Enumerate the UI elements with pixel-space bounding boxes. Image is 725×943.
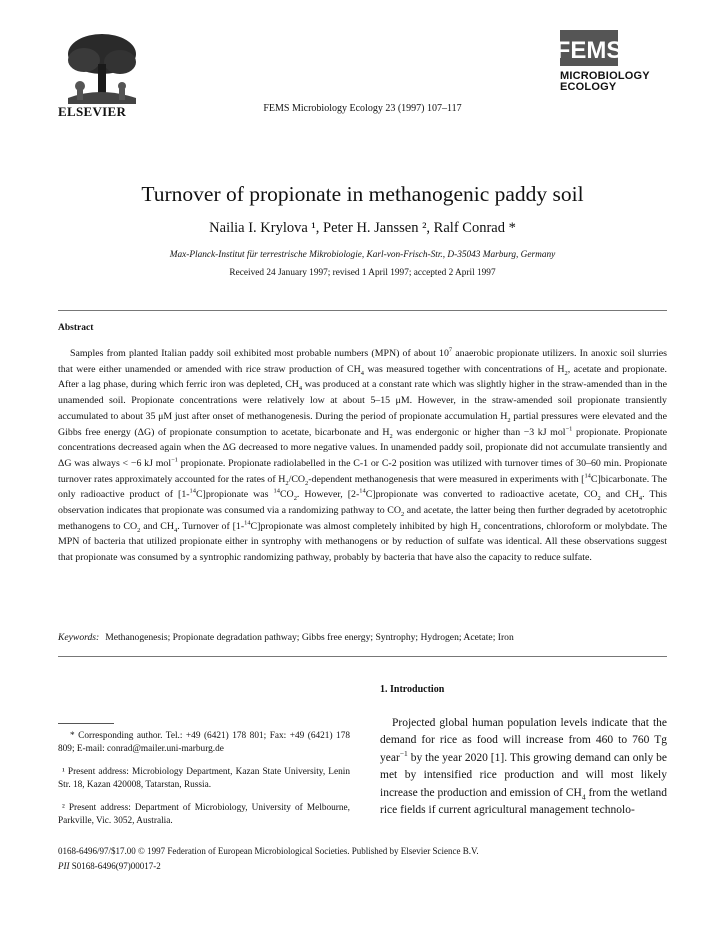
footnote-divider: [58, 723, 114, 724]
journal-logo: [555, 30, 670, 93]
pii-line: [58, 861, 161, 871]
abstract-body: [58, 346, 667, 566]
intro-body: [380, 715, 667, 819]
svg-text:FEMS: FEMS: [555, 37, 623, 64]
keywords: [58, 632, 667, 643]
abstract-paragraph: Samples from planted Italian paddy soil exhibited most probable numbers (MPN) of about $10^7$ anaerobic propionate utilizers. In anoxic soil slurries that were either unamended or amended with rice straw production of $CH_4$ was measured together with concentrations of $H_2$, acetate and propionate. After a lag phase, during which ferric iron was depleted, $CH_4$ was produced at a constant rate which was slightly higher in the straw-amended than in the unamended soil. Propionate concentrations were relatively low at about 5–15 μM. However, in the straw-amended soil propionate transiently accumulated to about 35 μM just after onset of methanogenesis. During the period of propionate accumulation $H_2$ partial pressures were elevated and the Gibbs free energy (ΔG) of propionate consumption to acetate, bicarbonate and $H_2$ was endergonic or higher than −3 kJ mol$^{-1}$ propionate. Propionate concentrations decreased again when the ΔG decreased to more negative values. In unamended paddy soil, propionate did not accumulate transiently and ΔG was always < −6 kJ mol$^{-1}$ propionate. Propionate radiolabelled in the C-1 or C-2 position was utilized with turnover times of 30–60 min. Propionate turnover rates approximately accounted for the rates of $H_2/CO_2$-dependent methanogenesis that were measured in experiments with [$^{14}$C]bicarbonate. The only radioactive product of [1-$^{14}$C]propionate was $^{14}CO_2$. However, [2-$^{14}$C]propionate was converted to radioactive acetate, $CO_2$ and $CH_4$. This observation indicates that propionate was consumed via a randomizing pathway to $CO_2$ and acetate, the latter being then further degraded by acetotrophic methanogens to $CO_2$ and $CH_4$. Turnover of [1-$^{14}$C]propionate was almost completely inhibited by high $H_2$ concentrations, chloroform or molybdate. The MPN of bacteria that utilized propionate either in syntrophy with methanogens or by reduction of sulfate was identical. All these observations suggest that propionate was consumed by a syntrophic randomizing pathway, probably by bacteria that have also the capacity to reduce sulfate.: [58, 346, 668, 564]
abstract-heading: Abstract: [58, 323, 94, 333]
journal-reference: FEMS Microbiology Ecology 23 (1997) 107–117: [263, 103, 462, 114]
pii-value: S0168-6496(97)00017-2: [71, 861, 161, 871]
section-heading: 1. Introduction: [380, 684, 445, 695]
footnote-1: ¹ Present address: Microbiology Department, Kazan State University, Lenin Str. 18, Kazan 420008, Tatarstan, Russia.: [58, 767, 350, 791]
fems-logo-icon: [555, 30, 623, 66]
publisher-name: ELSEVIER: [58, 104, 127, 119]
article-title: Turnover of propionate in methanogenic paddy soil: [141, 182, 584, 206]
footnote-2: ² Present address: Department of Microbiology, University of Melbourne, Parkville, Vic. 3052, Australia.: [58, 803, 350, 827]
author-list: Nailia I. Krylova ¹, Peter H. Janssen ², Ralf Conrad *: [209, 220, 516, 236]
journal-logo-line: MICROBIOLOGY: [560, 70, 650, 82]
elsevier-tree-logo: [58, 30, 142, 108]
copyright-line: 0168-6496/97/$17.00 © 1997 Federation of European Microbiological Societies. Published by Elsevier Science B.V.: [58, 846, 479, 856]
keywords-text: Methanogenesis; Propionate degradation pathway; Gibbs free energy; Syntrophy; Hydrogen; Acetate; Iron: [105, 632, 514, 643]
keywords-label: Keywords:: [58, 632, 100, 643]
footnote-corresponding: * Corresponding author. Tel.: +49 (6421) 178 801; Fax: +49 (6421) 178 809; E-mail: conrad@mailer.uni-marburg.de: [58, 731, 350, 755]
intro-paragraph: Projected global human population levels indicate that the demand for rice as food will increase from 460 to 760 Tg year$^{-1}$ by the year 2020 [1]. This growing demand can only be met by intensified rice production and will most likely increase the production and emission of $CH_4$ from the wetland rice fields if current agricultural management technolo-: [380, 717, 668, 817]
pii-label: PII: [58, 861, 70, 871]
journal-logo-line: ECOLOGY: [560, 81, 617, 93]
affiliation: Max-Planck-Institut für terrestrische Mikrobiologie, Karl-von-Frisch-Str., D-35043 Marburg, Germany: [169, 250, 556, 260]
received-dates: Received 24 January 1997; revised 1 April 1997; accepted 2 April 1997: [229, 268, 496, 278]
divider: [58, 656, 667, 657]
divider: [58, 310, 667, 311]
